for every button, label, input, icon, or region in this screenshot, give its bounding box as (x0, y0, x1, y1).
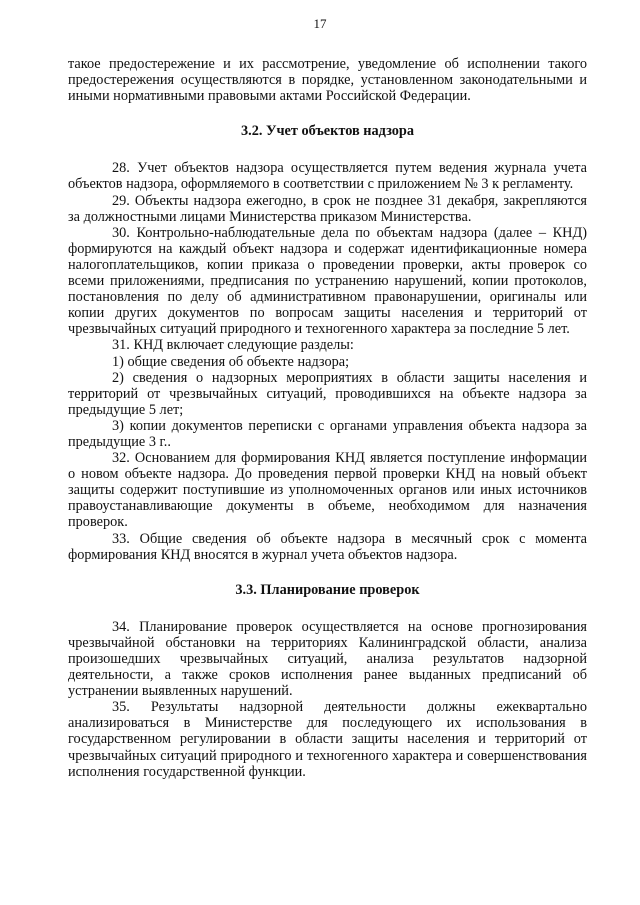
list-item-3: 3) копии документов переписки с органами управления объекта надзора за предыдущие 3 г.. (68, 417, 587, 450)
page-number: 17 (313, 16, 327, 31)
paragraph-30: 30. Контрольно-наблюдательные дела по объектам надзора (далее – КНД) формируются на каждый объект надзора и содержат идентификационные номера налогоплательщиков, копии приказа о проведении проверки, акты проверок со всеми приложениями, предписания по устранению нарушений, копии протоколов, постановления по делу об административном правонарушении, оригиналы или копии других документов по вопросам защиты населения и территорий от чрезвычайных ситуаций природного и техногенного характера за последние 5 лет. (68, 224, 587, 338)
list-item-2: 2) сведения о надзорных мероприятиях в области защиты населения и территорий от чрезвычайных ситуаций, проводившихся на объекте надзора за предыдущие 5 лет; (68, 369, 587, 418)
document-body (68, 56, 587, 780)
paragraph-31: 31. КНД включает следующие разделы: (112, 337, 354, 354)
paragraph-35: 35. Результаты надзорной деятельности должны ежеквартально анализироваться в Министерстве для последующего их использования в государственном регулировании в области защиты населения и территорий от чрезвычайных ситуаций природного и техногенного характера и совершенствования исполнения государственной функции. (68, 699, 587, 780)
section-title-3-3: 3.3. Планирование проверок (235, 581, 420, 598)
intro-paragraph: такое предостережение и их рассмотрение, уведомление об исполнении такого предостережения осуществляются в порядке, установленном законодательными и иными нормативными правовыми актами Российской Федерации. (68, 56, 587, 105)
paragraph-32: 32. Основанием для формирования КНД является поступление информации о новом объекте надзора. До проведения первой проверки КНД на новый объект защиты содержит поступившие из уполномоченных органов или иных источников правоустанавливающие документы в объеме, необходимом для назначения проверок. (68, 450, 587, 531)
section-title-3-2: 3.2. Учет объектов надзора (240, 123, 414, 140)
paragraph-33: 33. Общие сведения об объекте надзора в месячный срок с момента формирования КНД вносятся в журнал учета объектов надзора. (68, 530, 587, 563)
paragraph-28: 28. Учет объектов надзора осуществляется путем ведения журнала учета объектов надзора, оформляемого в соответствии с приложением № 3 к регламенту. (68, 160, 587, 193)
paragraph-34: 34. Планирование проверок осуществляется на основе прогнозирования чрезвычайной обстановки на территориях Калининградской области, анализа произошедших чрезвычайных ситуаций, анализа результатов надзорной деятельности, а также сроков исполнения ранее выданных предписаний об устранении выявленных нарушений. (68, 618, 587, 700)
paragraph-29: 29. Объекты надзора ежегодно, в срок не позднее 31 декабря, закрепляются за должностными лицами Министерства приказом Министерства. (68, 192, 587, 225)
list-item-1: 1) общие сведения об объекте надзора; (112, 353, 350, 370)
